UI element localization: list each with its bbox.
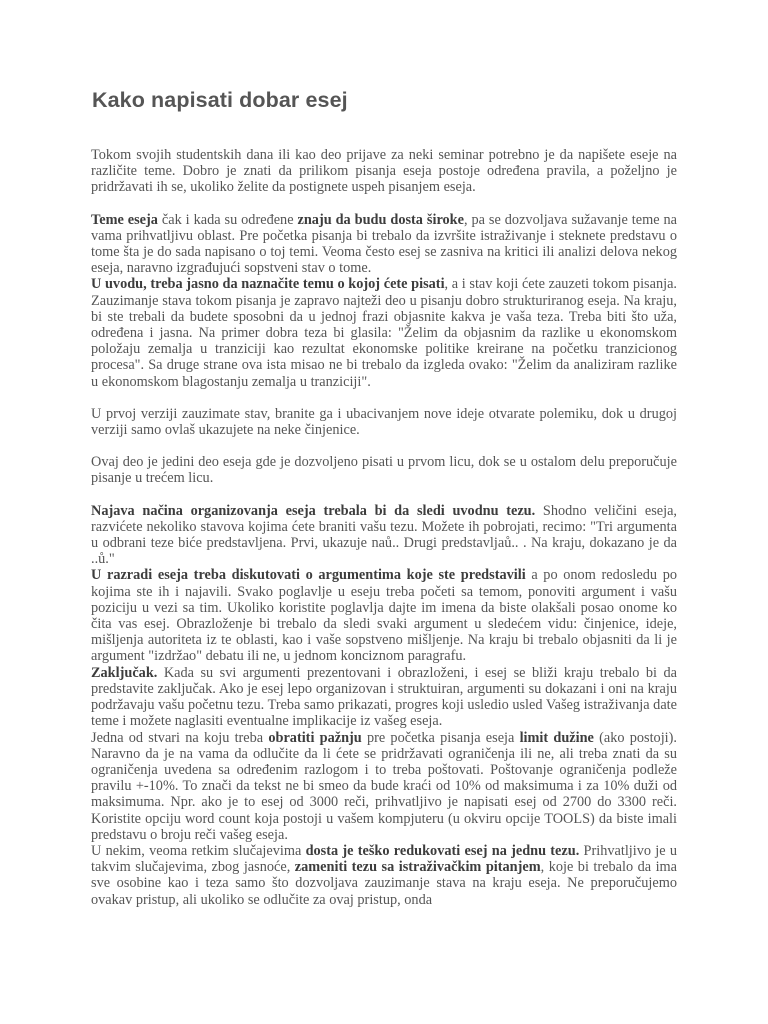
- text-run: (ako postoji). Naravno da je na vama da odlučite da li ćete se pridržavati ograničenja ili ne, ali treba znati da su ograničenja uvedena sa određenim razlogom i to treba poštovati. Poštovanje ograničenja podleže pravilu +-10%. To znači da tekst ne bi smeo da bude kraći od 10% od maksimuma i za 10% duži od maksimuma. Npr. ako je to esej od 3000 reči, prihvatljivo je napisati esej od 2700 do 3300 reči. Koristite opciju word count koja postoji u vašem kompjuteru (u okviru opcije TOOLS) da biste imali predstavu o broju reči vašeg eseja.: [91, 729, 677, 843]
- bold-phrase: limit dužine: [519, 729, 594, 746]
- text-run: Prihvatljivo je u takvim slučajevima, zbog jasnoće,: [91, 842, 677, 876]
- text-run: Tokom svojih studentskih dana ili kao deo prijave za neki seminar potrebno je da napišete eseje na različite teme. Dobro je znati da prilikom pisanja eseja postoje određena pravila, a poželjno je pridržavati ih se, ukoliko želite da postignete uspeh pisanjem eseja.: [91, 147, 677, 196]
- text-run: a po onom redosledu po kojima ste ih i najavili. Svako poglavlje u eseju treba početi sa temom, ponoviti argument i vašu poziciju u vezi sa tim. Ukoliko koristite poglavlja dajte im imena da biste olakšali posao onome ko čita vas esej. Obrazloženje bi trebalo da sledi svaki argument u sledećem vidu: činjenice, ideje, mišljenja autoriteta iz te oblasti, kao i vaše sopstveno mišljenje. Na kraju bi trebalo objasniti da li je argument "izdržao" debatu ili ne, u jednom konciznom paragrafu.: [91, 567, 677, 665]
- bold-phrase: znaju da budu dosta široke: [297, 211, 464, 228]
- bold-phrase: Zaključak.: [91, 664, 158, 681]
- text-run: U prvoj verziji zauzimate stav, branite ga i ubacivanjem nove ideje otvarate polemiku, dok u drugoj verziji samo ovlaš ukazujete na neke činjenice.: [91, 405, 677, 439]
- bold-phrase: dosta je teško redukovati esej na jednu tezu.: [305, 842, 580, 859]
- paragraph: [91, 147, 677, 196]
- bold-phrase: U uvodu, treba jasno da naznačite temu o kojoj ćete pisati: [91, 276, 445, 293]
- paragraph: [91, 843, 677, 908]
- paragraph: [91, 406, 677, 438]
- bold-phrase: Najava načina organizovanja eseja trebala bi da sledi uvodnu tezu.: [91, 502, 536, 519]
- text-run: Kada su svi argumenti prezentovani i obrazloženi, i esej se bliži kraju trebalo bi da predstavite zaključak. Ako je esej lepo organizovan i struktuiran, argumenti su dokazani i oni na kraju podržavaju vašu početnu tezu. Treba samo prikazati, progres koji usledio usled Vašeg istraživanja date teme i možete naglasiti eventualne implikacije iz vašeg eseja.: [91, 664, 677, 730]
- text-run: Jedna od stvari na koju treba: [91, 729, 269, 746]
- paragraph: [91, 276, 677, 389]
- text-run: čak i kada su određene: [157, 211, 298, 228]
- document-body: [91, 147, 677, 908]
- text-run: , pa se dozvoljava sužavanje teme na vama prihvatljivu oblast. Pre početka pisanja bi trebalo da izvršite istraživanje i steknete predstavu o tome šta je do sada napisano o toj temi. Veoma često esej se zasniva na kritici ili analizi delova nekog eseja, naravno izgrađujući sopstveni stav o tome.: [91, 211, 677, 277]
- bold-phrase: zameniti tezu sa istraživačkim pitanjem: [294, 859, 541, 876]
- paragraph: [91, 567, 677, 664]
- text-run: , koje bi trebalo da ima sve osobine kao i teza samo što dozvoljava zauzimanje stava na kraju eseja. Ne preporučujemo ovakav pristup, ali ukoliko se odlučite za ovaj pristup, onda: [91, 859, 678, 908]
- bold-phrase: U razradi eseja treba diskutovati o argumentima koje ste predstavili: [91, 567, 526, 584]
- text-run: , a i stav koji ćete zauzeti tokom pisanja. Zauzimanje stava tokom pisanja je zapravo najteži deo u pisanju dobro strukturiranog eseja. Na kraju, bi ste trebali da budete sposobni da u jednoj frazi objasnite kakva je vaša teza. Treba biti što uža, određena i jasna. Na primer dobra teza bi glasila: "Želim da objasnim da razlike u ekonomskom položaju zemalja u tranziciji kao rezultat ekonomske politike kreirane na početku tranzicionog procesa". Sa druge strane ova ista misao ne bi trebalo da izgleda ovako: "Želim da analiziram razlike u ekonomskom blagostanju zemalja u tranziciji".: [91, 276, 678, 390]
- paragraph: [91, 730, 677, 843]
- text-run: Ovaj deo je jedini deo eseja gde je dozvoljeno pisati u prvom licu, dok se u ostalom delu preporučuje pisanje u trećem licu.: [91, 454, 677, 487]
- paragraph: [91, 454, 677, 486]
- bold-phrase: Teme eseja: [91, 211, 158, 228]
- bold-phrase: obratiti pažnju: [268, 729, 362, 746]
- paragraph: [91, 212, 677, 277]
- paragraph: [91, 503, 677, 568]
- document-title: Kako napisati dobar esej: [92, 88, 348, 112]
- text-run: U nekim, veoma retkim slučajevima: [91, 842, 306, 859]
- text-run: pre početka pisanja eseja: [361, 729, 520, 746]
- paragraph: [91, 665, 677, 730]
- text-run: Shodno veličini eseja, razvićete nekoliko stavova kojima ćete braniti vašu tezu. Možete ih pobrojati, recimo: "Tri argumenta u odbrani teze biće predstavljena. Prvi, ukazuje naů.. Drugi predstavljaů.. . Na kraju, dokazano je da ..ů.": [91, 502, 677, 568]
